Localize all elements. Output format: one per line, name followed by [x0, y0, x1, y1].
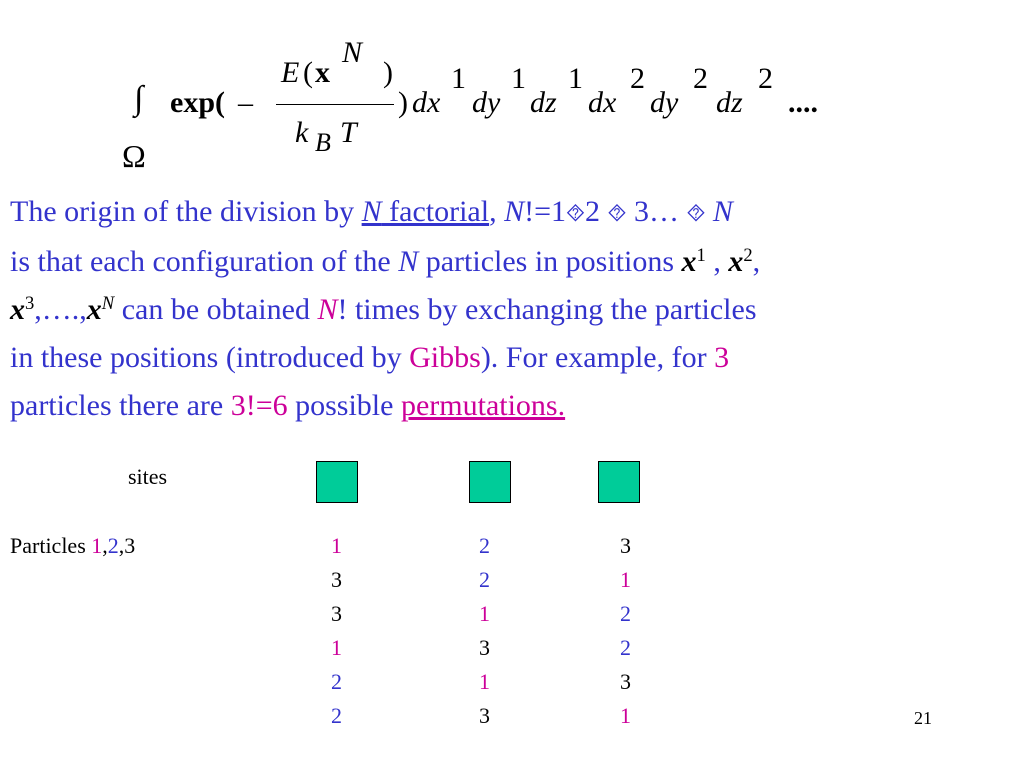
text-span: , [705, 245, 729, 278]
permutations-link[interactable]: permutations. [400, 389, 566, 422]
numerator-open-paren: ( [303, 56, 313, 89]
differential-dz1: dz [530, 86, 557, 119]
permutation-cell: 3 [479, 635, 490, 660]
numerator-x: x [315, 56, 330, 89]
text-span: , [489, 195, 505, 228]
numerator-N: N [342, 36, 363, 69]
symbol-N: N [317, 293, 338, 326]
position-x: x [681, 245, 697, 278]
differential-dz2: dz [716, 86, 743, 119]
ellipsis-dots: .... [788, 86, 818, 119]
particle-3: 3 [124, 533, 136, 558]
permutation-cell: 1 [620, 703, 631, 728]
permutation-cell: 1 [331, 533, 342, 558]
text-span: particles there are [10, 389, 231, 422]
superscript: N [101, 292, 115, 314]
permutation-cell: 1 [479, 601, 490, 626]
text-span: is that each configuration of the [10, 245, 399, 278]
text-span: can be obtained [114, 293, 318, 326]
paragraph-line-5 [10, 382, 1020, 430]
denominator-B: B [315, 128, 331, 157]
text-span: !=1 [524, 195, 567, 228]
symbol-N: N [398, 245, 419, 278]
permutation-cell: 3 [479, 703, 490, 728]
site-box [469, 461, 511, 503]
superscript-2: 2 [758, 62, 773, 95]
n-factorial-N: N [361, 195, 382, 228]
superscript: 1 [696, 244, 706, 266]
explanation-paragraph [10, 188, 1020, 430]
text-span: , [118, 533, 125, 558]
fraction-bar [276, 104, 394, 105]
particle-1: 1 [91, 533, 103, 558]
superscript-1: 1 [568, 62, 583, 95]
close-paren: ) [398, 86, 408, 119]
numerator-E: E [281, 56, 300, 89]
permutation-cell: 2 [479, 567, 490, 592]
text-span: ,…., [34, 293, 87, 326]
permutation-cell: 2 [331, 703, 342, 728]
permutation-cell: 3 [620, 533, 631, 558]
symbol-N: N [712, 195, 733, 228]
permutation-cell: 2 [331, 669, 342, 694]
text-span: ). For example, for [480, 341, 715, 374]
site-box [598, 461, 640, 503]
text-span: possible [287, 389, 401, 422]
position-x: x [728, 245, 744, 278]
paragraph-line-1 [10, 188, 1020, 238]
paragraph-line-3 [10, 286, 1020, 334]
superscript: 2 [743, 244, 753, 266]
superscript-2: 2 [630, 62, 645, 95]
text-span: 2 [584, 195, 608, 228]
missing-glyph-icon: ⯑ [686, 201, 706, 227]
position-x: x [10, 293, 25, 326]
text-span: particles in positions [418, 245, 682, 278]
text-span: 3… [626, 195, 687, 228]
text-span: , [102, 533, 108, 558]
permutation-cell: 3 [620, 669, 631, 694]
superscript-1: 1 [451, 62, 466, 95]
integral-sign: ∫ [134, 80, 144, 117]
position-x: x [86, 293, 102, 326]
three-factorial: 3!=6 [230, 389, 288, 422]
exp-function: exp( [170, 86, 225, 119]
site-box [316, 461, 358, 503]
symbol-N: N [504, 195, 525, 228]
differential-dx1: dx [412, 86, 441, 119]
gibbs-name: Gibbs [409, 341, 481, 374]
differential-dy2: dy [650, 86, 679, 119]
missing-glyph-icon: ⯑ [607, 201, 627, 227]
permutation-cell: 3 [331, 567, 342, 592]
text-span [705, 195, 713, 228]
differential-dy1: dy [472, 86, 501, 119]
text-span: , [752, 245, 761, 278]
paragraph-line-4 [10, 334, 1020, 382]
sites-label: sites [128, 464, 168, 489]
numerator-close-paren: ) [383, 56, 393, 89]
n-factorial-link[interactable]: factorial [381, 195, 490, 228]
denominator-k: k [295, 116, 309, 149]
permutation-cell: 1 [620, 567, 631, 592]
permutation-cell: 1 [479, 669, 490, 694]
permutation-cell: 3 [331, 601, 342, 626]
superscript-2: 2 [693, 62, 708, 95]
superscript-1: 1 [511, 62, 526, 95]
minus-sign: – [238, 86, 253, 119]
paragraph-line-2 [10, 238, 1020, 286]
differential-dx2: dx [588, 86, 617, 119]
missing-glyph-icon: ⯑ [566, 201, 585, 227]
text-span: ! times by exchanging the particles [337, 293, 757, 326]
permutation-cell: 1 [331, 635, 342, 660]
permutation-cell: 2 [479, 533, 490, 558]
text-span: in these positions (introduced by [10, 341, 410, 374]
text-span: Particles [10, 533, 92, 558]
particle-2: 2 [107, 533, 119, 558]
particles-label [10, 533, 135, 559]
superscript: 3 [25, 292, 35, 314]
page-number: 21 [914, 708, 932, 728]
text-span: The origin of the division by [10, 195, 362, 228]
permutation-cell: 2 [620, 635, 631, 660]
number-three: 3 [714, 341, 730, 374]
domain-omega: Ω [122, 138, 146, 174]
permutation-cell: 2 [620, 601, 631, 626]
denominator-T: T [340, 116, 357, 149]
